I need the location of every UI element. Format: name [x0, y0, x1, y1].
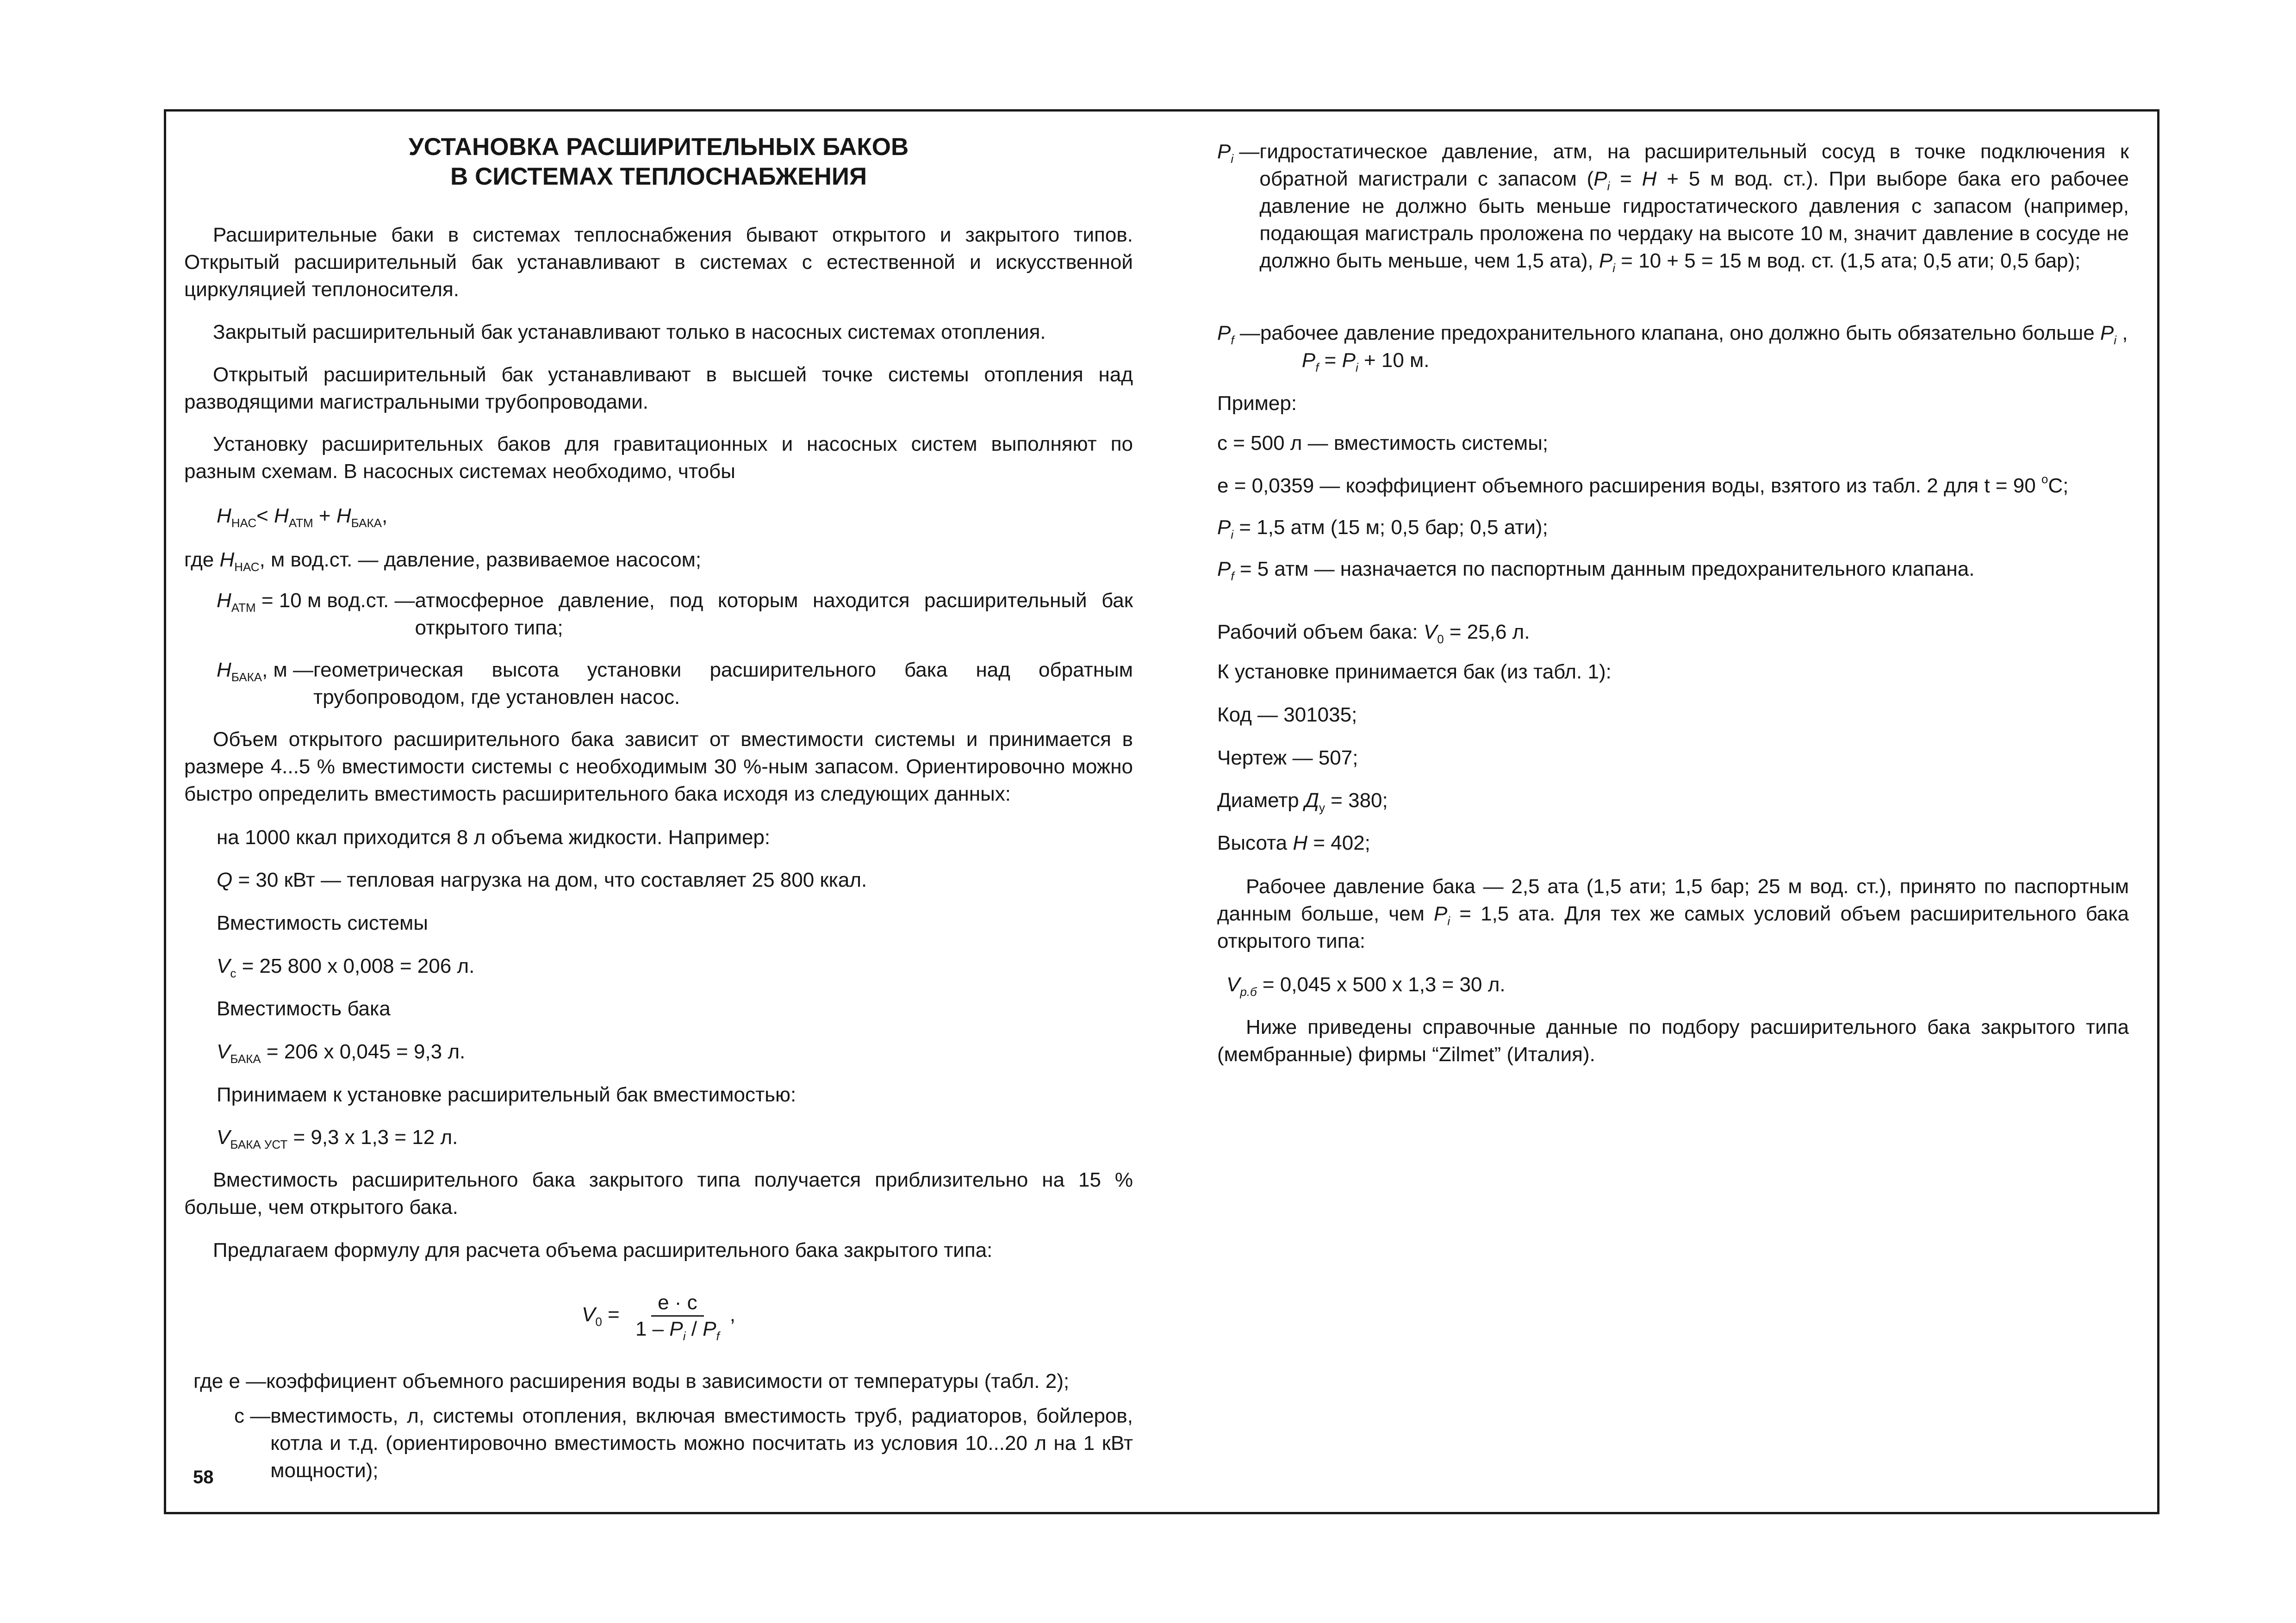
paragraph-intro: Расширительные баки в системах теплоснабжения бывают открытого и закрытого типов. Открытый расширительный бак устанавливают в системах с естественной и искусственной циркуляцией теплоносителя.	[184, 224, 1133, 301]
where-e: где е — коэффициент объемного расширения воды в зависимости от температуры (табл. 2);	[193, 1370, 1070, 1393]
definition-h-atm: $H_{АТМ} = 10$ м вод.ст. — атмосферное давление, под которым находится расширительный бак открытого типа;	[217, 589, 1133, 639]
tank-drawing: Чертеж — 507;	[1217, 746, 1358, 769]
paragraph-formula-intro: Предлагаем формулу для расчета объема расширительного бака закрытого типа:	[213, 1239, 993, 1262]
title-line-1: УСТАНОВКА РАСШИРИТЕЛЬНЫХ БАКОВ	[408, 133, 909, 161]
page-title	[184, 132, 1133, 192]
line-system-capacity: $V_с = 25$ 800 x 0,008 = 206 л.	[217, 955, 475, 980]
line-1000-kcal: на 1000 ккал приходится 8 л объема жидкости. Например:	[217, 826, 771, 849]
definition-h-baka: $H_{БАКА}$, м — геометрическая высота установки расширительного бака над обратным трубопроводом, где установлен насос.	[217, 659, 1133, 709]
paragraph-closed-volume: Вместимость расширительного бака закрытого типа получается приблизительно на 15 % больше, чем открытого бака.	[184, 1169, 1133, 1219]
line-tank-capacity: $V_{БАКА} = 206$ x 0,045 = 9,3 л.	[217, 1040, 466, 1066]
line-accept-tank: Принимаем к установке расширительный бак вместимостью:	[217, 1083, 796, 1106]
accepted-tank: К установке принимается бак (из табл. 1):	[1217, 660, 1612, 683]
line-heat-load: Q = 30 кВт — тепловая нагрузка на дом, что составляет 25 800 ккал.	[217, 869, 867, 891]
line-tank-capacity-label: Вместимость бака	[217, 997, 391, 1020]
title-line-2: В СИСТЕМАХ ТЕПЛОСНАБЖЕНИЯ	[450, 163, 867, 190]
example-capacity: с = 500 л — вместимость системы;	[1217, 432, 1549, 454]
tank-code: Код — 301035;	[1217, 703, 1357, 726]
line-installed-tank: $V_{БАКА УСТ} = 9,3$ x 1,3 = 12 л.	[217, 1126, 458, 1151]
paragraph-open-tank: Открытый расширительный бак устанавливают в высшей точке системы отопления над разводящими магистральными трубопроводами.	[184, 363, 1133, 413]
open-tank-volume: $V_{р.б} = 0,045$ x 500 x 1,3 = 30 л.	[1226, 973, 1506, 999]
definition-p-f: $P_f$ — рабочее давление предохранительного клапана, оно должно быть обязательно больше $P_i$ $,P_f = P_i + 10$ м.	[1217, 322, 2128, 374]
volume-formula: $V_0$ = $\frac{е \cdot с}{1 - P_i / P_f}$ ,	[581, 1291, 736, 1343]
paragraph-reference-data: Ниже приведены справочные данные по подбору расширительного бака закрытого типа (мембранные) фирмы “Zilmet” (Италия).	[1217, 1016, 2129, 1066]
tank-height: Высота H = 402;	[1217, 832, 1370, 854]
where-c: с — вместимость, л, системы отопления, включая вместимость труб, радиаторов, бойлеров, котла и т.д. (ориентировочно вместимость можно посчитать из условия 10...20 л на 1 кВт мощности);	[234, 1405, 1133, 1482]
working-volume: Рабочий объем бака: $V_0 = 25,6$ л.	[1217, 621, 1530, 646]
paragraph-closed-tank: Закрытый расширительный бак устанавливают только в насосных системах отопления.	[213, 321, 1046, 343]
paragraph-working-pressure: Рабочее давление бака — 2,5 ата (1,5 ати; 1,5 бар; 25 м вод. ст.), принято по паспортным данным больше, чем $P_i = 1,5$ ата. Для тех же самых условий объем расширительного бака открытого типа:	[1217, 875, 2129, 952]
paragraph-installation: Установку расширительных баков для гравитационных и насосных систем выполняют по разным схемам. В насосных системах необходимо, чтобы	[184, 433, 1133, 483]
example-pi: $P_i = 1,5$ атм (15 м; 0,5 бар; 0,5 ати);	[1217, 516, 1548, 541]
definition-h-nas: где $H_{НАС}$, м вод.ст. — давление, развиваемое насосом;	[184, 548, 702, 574]
definition-p-i: $P_i$ — гидростатическое давление, атм, на расширительный сосуд в точке подключения к обратной магистрали с запасом ($P_i = H + 5$ м вод. ст.). При выборе бака его рабочее давление не должно быть меньше гидростатического давления с запасом (например, подающая магистраль проложена по чердаку на высоте 10 м, значит давление в сосуде не должно быть меньше, чем 1,5 ата), $P_i = 10 + 5 = 15$ м вод. ст. (1,5 ата; 0,5 ати; 0,5 бар);	[1217, 140, 2129, 275]
example-coefficient: е = 0,0359 — коэффициент объемного расширения воды, взятого из табл. 2 для t = 90 $^o$C;	[1217, 472, 2069, 497]
paragraph-open-volume: Объем открытого расширительного бака зависит от вместимости системы и принимается в размере 4...5 % вместимости системы с необходимым 30 %-ным запасом. Ориентировочно можно быстро определить вместимость расширительного бака исходя из следующих данных:	[184, 728, 1133, 805]
condition-formula: $H_{НАС}< H_{АТМ} + H_{БАКА}$,	[217, 504, 388, 530]
example-heading: Пример:	[1217, 392, 1297, 415]
tank-diameter: Диаметр $Д_у = 380$;	[1217, 789, 1388, 815]
page-number: 58	[193, 1467, 214, 1487]
line-system-capacity-label: Вместимость системы	[217, 912, 428, 934]
example-pf: $P_f = 5$ атм — назначается по паспортным данным предохранительного клапана.	[1217, 558, 1975, 583]
formula-fraction: $\frac{е \cdot с}{1 - P_i / P_f}$	[635, 1291, 720, 1343]
